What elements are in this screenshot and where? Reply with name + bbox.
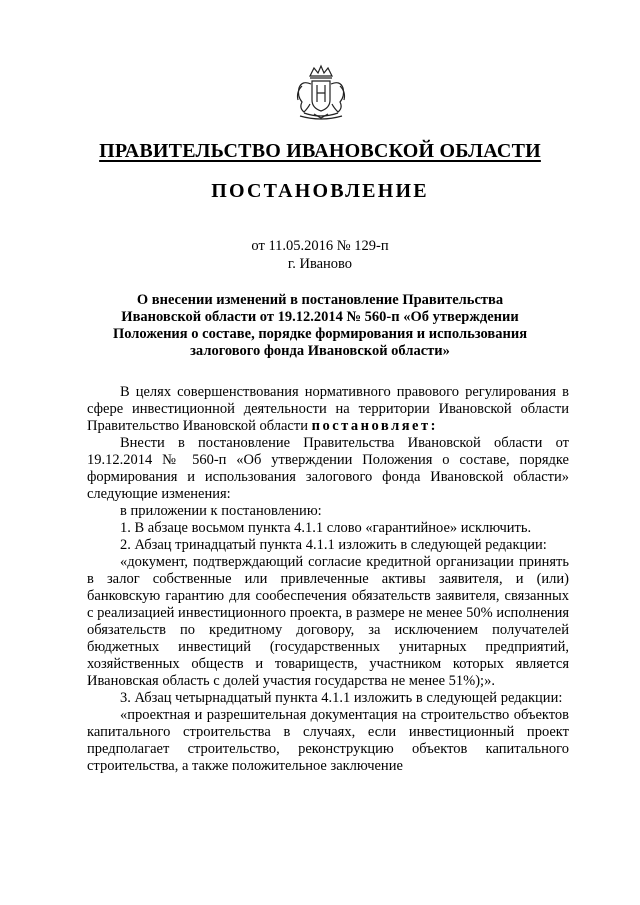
body-paragraph: 1. В абзаце восьмом пункта 4.1.1 слово «гарантийное» исключить.	[120, 520, 532, 536]
subject-line: залогового фонда Ивановской области»	[190, 343, 450, 359]
body-paragraph: «документ, подтверждающий согласие кредитной организации принять в залог собственные или привлеченные активы заявителя, и (или) банковскую гарантию для сообеспечения обязательств заявителя, связанных с реализацией инвестиционного проекта, в размере не менее 50% исполнения обязательств по кредитному договору, за исключением получателей бюджетных инвестиций (государственных унитарных предприятий, хозяйственных обществ и товариществ, участником которых является Ивановская область с долей участия государства не менее 51%);».	[87, 554, 569, 689]
body-paragraph: 2. Абзац тринадцатый пункта 4.1.1 изложить в следующей редакции:	[120, 537, 547, 553]
preamble-text: В целях совершенствования нормативного правового регулирования в сфере инвестиционной деятельности на территории Ивановской области Правительство Ивановской области	[87, 384, 569, 434]
coat-of-arms-icon	[290, 62, 352, 124]
body-paragraph: Внести в постановление Правительства Ивановской области от 19.12.2014 № 560-п «Об утверждении Положения о составе, порядке формирования и использования залогового фонда Ивановской области» следующие изменения:	[87, 435, 569, 502]
body-paragraph: 3. Абзац четырнадцатый пункта 4.1.1 изложить в следующей редакции:	[120, 690, 563, 706]
subject-line: О внесении изменений в постановление Правительства	[136, 292, 504, 308]
document-date-number: от 11.05.2016 № 129-п	[251, 238, 389, 254]
body-paragraph: «проектная и разрешительная документация на строительство объектов капитального строительства в случаях, если инвестиционный проект предполагает строительство, реконструкцию объектов капитального строительства, а также положительное заключение	[87, 707, 569, 774]
body-paragraph-preamble	[87, 384, 569, 435]
body-paragraph: в приложении к постановлению:	[120, 503, 322, 519]
subject-line: Положения о составе, порядке формирования и использования	[112, 326, 528, 342]
organization-title	[0, 140, 640, 163]
resolves-keyword: постановляет:	[311, 418, 438, 434]
subject-line: Ивановской области от 19.12.2014 № 560-п «Об утверждении	[121, 309, 519, 325]
document-city: г. Иваново	[287, 256, 353, 272]
organization-title-text: ПРАВИТЕЛЬСТВО ИВАНОВСКОЙ ОБЛАСТИ	[99, 140, 541, 162]
document-subject	[80, 292, 560, 360]
document-body	[87, 384, 569, 775]
document-type: ПОСТАНОВЛЕНИЕ	[211, 180, 429, 202]
